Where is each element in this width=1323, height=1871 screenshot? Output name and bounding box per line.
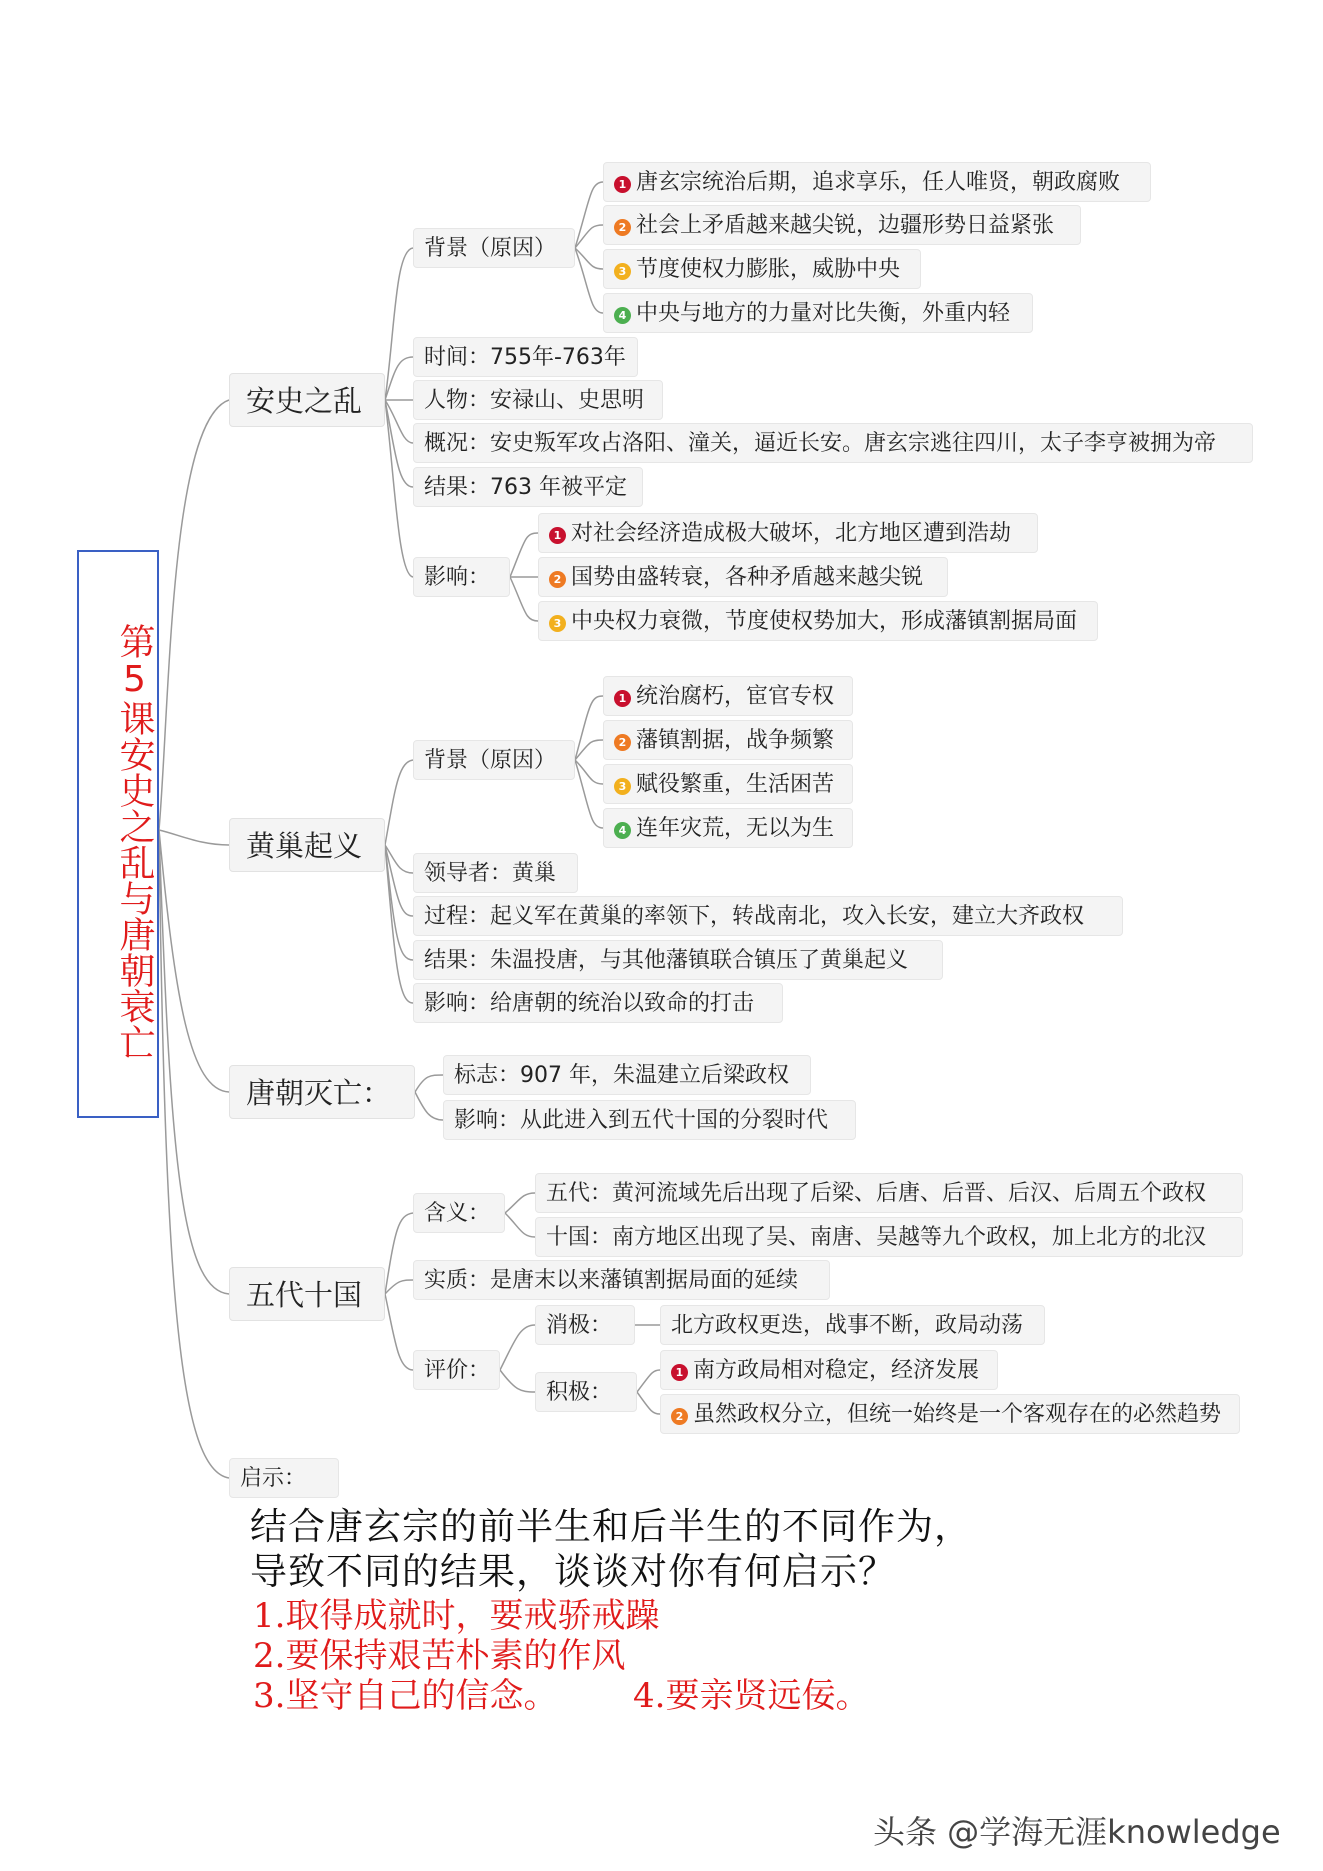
item-text: 藩镇割据，战争频繁 [636,728,835,753]
wudai-essence: 实质：是唐末以来藩镇割据局面的延续 [413,1260,830,1300]
huangchao-bg-item-4 [603,808,853,848]
huangchao-impact: 影响：给唐朝的统治以致命的打击 [413,983,783,1023]
badge-1-icon: 1 [549,527,566,544]
question-line-1: 结合唐玄宗的前半生和后半生的不同作为， [250,1505,972,1548]
anshi-bg-item-3 [603,249,921,289]
anshi-bg-item-4 [603,293,1033,333]
badge-2-icon: 2 [671,1408,688,1425]
wudai-ten-kingdoms: 十国：南方地区出现了吴、南唐、吴越等九个政权，加上北方的北汉 [535,1217,1243,1257]
item-text: 中央与地方的力量对比失衡，外重内轻 [636,301,1011,326]
item-text: 连年灾荒，无以为生 [636,816,835,841]
item-text: 统治腐朽，宦官专权 [636,684,835,709]
wudai-negative-item: 北方政权更迭，战事不断，政局动荡 [660,1305,1045,1345]
wudai-negative-label: 消极： [535,1305,635,1345]
wudai-eval-label: 评价： [413,1350,500,1390]
huangchao-leader: 领导者：黄巢 [413,853,578,893]
badge-4-icon: 4 [614,307,631,324]
root-title: 第5课安史之乱与唐朝衰亡 [77,550,159,1118]
anshi-background-label: 背景（原因） [413,228,575,268]
anshi-impact-item-1 [538,513,1038,553]
topic-anshi: 安史之乱 [229,373,385,427]
huangchao-process: 过程：起义军在黄巢的率领下，转战南北，攻入长安，建立大齐政权 [413,896,1123,936]
wudai-positive-label: 积极： [535,1372,637,1412]
wudai-positive-item-1 [660,1350,998,1390]
item-text: 中央权力衰微，节度使权势加大，形成藩镇割据局面 [571,609,1078,634]
anshi-result: 结果：763 年被平定 [413,467,643,507]
item-text: 社会上矛盾越来越尖锐，边疆形势日益紧张 [636,213,1055,238]
answer-3: 3.坚守自己的信念。 [253,1676,558,1716]
anshi-impact-item-3 [538,601,1098,641]
answer-1: 1.取得成就时，要戒骄戒躁 [253,1596,660,1636]
tangwang-impact: 影响：从此进入到五代十国的分裂时代 [443,1100,856,1140]
anshi-bg-item-2 [603,205,1081,245]
badge-1-icon: 1 [671,1364,688,1381]
wudai-positive-item-2 [660,1394,1240,1434]
huangchao-background-label: 背景（原因） [413,740,575,780]
item-text: 对社会经济造成极大破坏，北方地区遭到浩劫 [571,521,1012,546]
huangchao-bg-item-3 [603,764,853,804]
item-text: 虽然政权分立，但统一始终是一个客观存在的必然趋势 [693,1402,1222,1427]
tangwang-mark: 标志：907 年，朱温建立后梁政权 [443,1055,811,1095]
badge-3-icon: 3 [614,778,631,795]
badge-2-icon: 2 [614,219,631,236]
topic-tangwang: 唐朝灭亡： [229,1065,415,1119]
badge-1-icon: 1 [614,176,631,193]
badge-3-icon: 3 [549,615,566,632]
anshi-summary: 概况：安史叛军攻占洛阳、潼关，逼近长安。唐玄宗逃往四川，太子李亨被拥为帝 [413,423,1253,463]
item-text: 国势由盛转衰，各种矛盾越来越尖锐 [571,565,924,590]
badge-2-icon: 2 [614,734,631,751]
answer-4: 4.要亲贤远佞。 [633,1676,870,1716]
watermark: 头条 @学海无涯knowledge [873,1813,1281,1851]
wudai-meaning-label: 含义： [413,1193,505,1233]
badge-2-icon: 2 [549,571,566,588]
badge-1-icon: 1 [614,690,631,707]
wudai-five-dynasties: 五代：黄河流域先后出现了后梁、后唐、后晋、后汉、后周五个政权 [535,1173,1243,1213]
anshi-impact-item-2 [538,557,948,597]
topic-qishi: 启示： [229,1458,339,1498]
anshi-impact-label: 影响： [413,557,510,597]
answer-2: 2.要保持艰苦朴素的作风 [253,1636,626,1676]
item-text: 节度使权力膨胀，威胁中央 [636,257,901,282]
item-text: 南方政局相对稳定，经济发展 [693,1358,980,1383]
anshi-people: 人物：安禄山、史思明 [413,380,663,420]
topic-wudai: 五代十国 [229,1267,385,1321]
question-line-2: 导致不同的结果，谈谈对你有何启示？ [250,1550,896,1593]
anshi-time: 时间：755年-763年 [413,337,638,377]
huangchao-bg-item-2 [603,720,853,760]
item-text: 赋役繁重，生活困苦 [636,772,835,797]
badge-4-icon: 4 [614,822,631,839]
item-text: 唐玄宗统治后期，追求享乐，任人唯贤，朝政腐败 [636,170,1121,195]
topic-huangchao: 黄巢起义 [229,818,385,872]
badge-3-icon: 3 [614,263,631,280]
huangchao-bg-item-1 [603,676,853,716]
huangchao-result: 结果：朱温投唐，与其他藩镇联合镇压了黄巢起义 [413,940,943,980]
anshi-bg-item-1 [603,162,1151,202]
